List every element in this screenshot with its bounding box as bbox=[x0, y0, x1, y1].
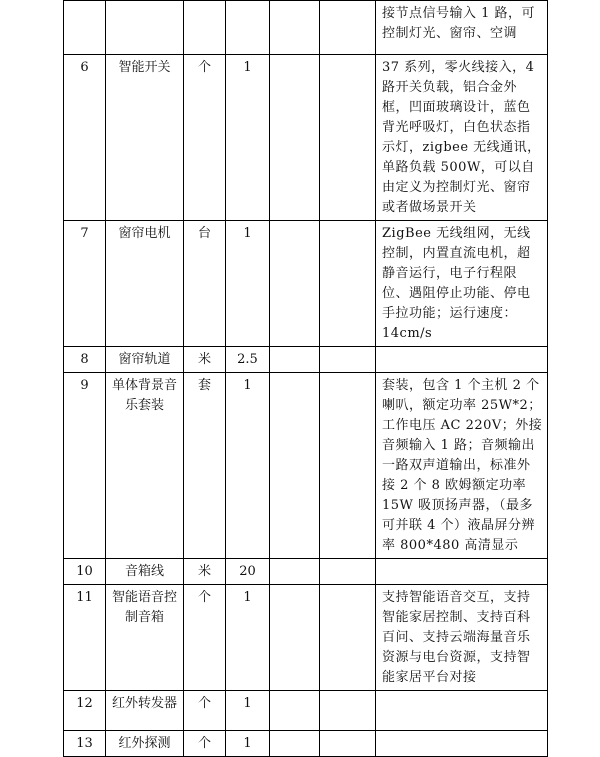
table-row bbox=[64, 55, 548, 221]
description-cell: ZigBee 无线组网，无线控制，内置直流电机，超静音运行，电子行程限位、遇阻停止功能、停电手拉功能；运行速度：14cm/s bbox=[376, 221, 548, 347]
unit-cell: 套 bbox=[184, 373, 226, 559]
table-row bbox=[64, 559, 548, 585]
blank-cell bbox=[320, 1, 376, 55]
item-name-cell: 窗帘轨道 bbox=[106, 347, 184, 373]
description-cell: 接节点信号输入 1 路，可控制灯光、窗帘、空调 bbox=[376, 1, 548, 55]
unit-cell: 个 bbox=[184, 55, 226, 221]
unit-cell: 个 bbox=[184, 691, 226, 731]
blank-cell bbox=[320, 691, 376, 731]
row-number-cell: 11 bbox=[64, 585, 106, 691]
item-name-cell: 智能语音控制音箱 bbox=[106, 585, 184, 691]
quantity-cell bbox=[226, 1, 270, 55]
item-name-cell: 智能开关 bbox=[106, 55, 184, 221]
blank-cell bbox=[270, 1, 320, 55]
blank-cell bbox=[320, 585, 376, 691]
description-cell bbox=[376, 559, 548, 585]
blank-cell bbox=[270, 373, 320, 559]
unit-cell: 台 bbox=[184, 221, 226, 347]
blank-cell bbox=[320, 347, 376, 373]
blank-cell bbox=[320, 55, 376, 221]
quantity-cell: 20 bbox=[226, 559, 270, 585]
quantity-cell: 1 bbox=[226, 691, 270, 731]
description-cell bbox=[376, 731, 548, 757]
description-cell: 支持智能语音交互，支持智能家居控制、支持百科百问、支持云端海量音乐资源与电台资源，支持智能家居平台对接 bbox=[376, 585, 548, 691]
row-number-cell bbox=[64, 1, 106, 55]
item-name-cell: 红外探测 bbox=[106, 731, 184, 757]
table-row bbox=[64, 731, 548, 757]
blank-cell bbox=[270, 585, 320, 691]
row-number-cell: 8 bbox=[64, 347, 106, 373]
blank-cell bbox=[320, 731, 376, 757]
equipment-table bbox=[63, 0, 548, 757]
quantity-cell: 1 bbox=[226, 585, 270, 691]
blank-cell bbox=[270, 347, 320, 373]
equipment-table-container bbox=[63, 0, 547, 757]
quantity-cell: 1 bbox=[226, 55, 270, 221]
row-number-cell: 13 bbox=[64, 731, 106, 757]
blank-cell bbox=[270, 691, 320, 731]
row-number-cell: 7 bbox=[64, 221, 106, 347]
table-row bbox=[64, 347, 548, 373]
row-number-cell: 12 bbox=[64, 691, 106, 731]
blank-cell bbox=[270, 221, 320, 347]
item-name-cell bbox=[106, 1, 184, 55]
item-name-cell: 窗帘电机 bbox=[106, 221, 184, 347]
table-row bbox=[64, 1, 548, 55]
item-name-cell: 单体背景音乐套装 bbox=[106, 373, 184, 559]
row-number-cell: 6 bbox=[64, 55, 106, 221]
table-row bbox=[64, 373, 548, 559]
item-name-cell: 音箱线 bbox=[106, 559, 184, 585]
quantity-cell: 1 bbox=[226, 373, 270, 559]
table-row bbox=[64, 221, 548, 347]
unit-cell: 个 bbox=[184, 585, 226, 691]
quantity-cell: 1 bbox=[226, 221, 270, 347]
description-cell: 37 系列，零火线接入，4 路开关负载，铝合金外框，凹面玻璃设计，蓝色背光呼吸灯，白色状态指示灯，zigbee 无线通讯，单路负载 500W，可以自由定义为控制灯光、窗帘或者做场景开关 bbox=[376, 55, 548, 221]
row-number-cell: 9 bbox=[64, 373, 106, 559]
quantity-cell: 1 bbox=[226, 731, 270, 757]
blank-cell bbox=[320, 559, 376, 585]
unit-cell: 米 bbox=[184, 347, 226, 373]
description-cell bbox=[376, 347, 548, 373]
blank-cell bbox=[270, 55, 320, 221]
blank-cell bbox=[320, 373, 376, 559]
blank-cell bbox=[270, 731, 320, 757]
blank-cell bbox=[270, 559, 320, 585]
quantity-cell: 2.5 bbox=[226, 347, 270, 373]
blank-cell bbox=[320, 221, 376, 347]
table-row bbox=[64, 691, 548, 731]
description-cell: 套装，包含 1 个主机 2 个喇叭，额定功率 25W*2；工作电压 AC 220V；外接音频输入 1 路；音频输出一路双声道输出，标准外接 2 个 8 欧姆额定功率 15W 吸顶扬声器，（最多可并联 4 个）液晶屏分辨率 800*480 高清显示 bbox=[376, 373, 548, 559]
row-number-cell: 10 bbox=[64, 559, 106, 585]
description-cell bbox=[376, 691, 548, 731]
item-name-cell: 红外转发器 bbox=[106, 691, 184, 731]
unit-cell bbox=[184, 1, 226, 55]
unit-cell: 个 bbox=[184, 731, 226, 757]
unit-cell: 米 bbox=[184, 559, 226, 585]
table-row bbox=[64, 585, 548, 691]
